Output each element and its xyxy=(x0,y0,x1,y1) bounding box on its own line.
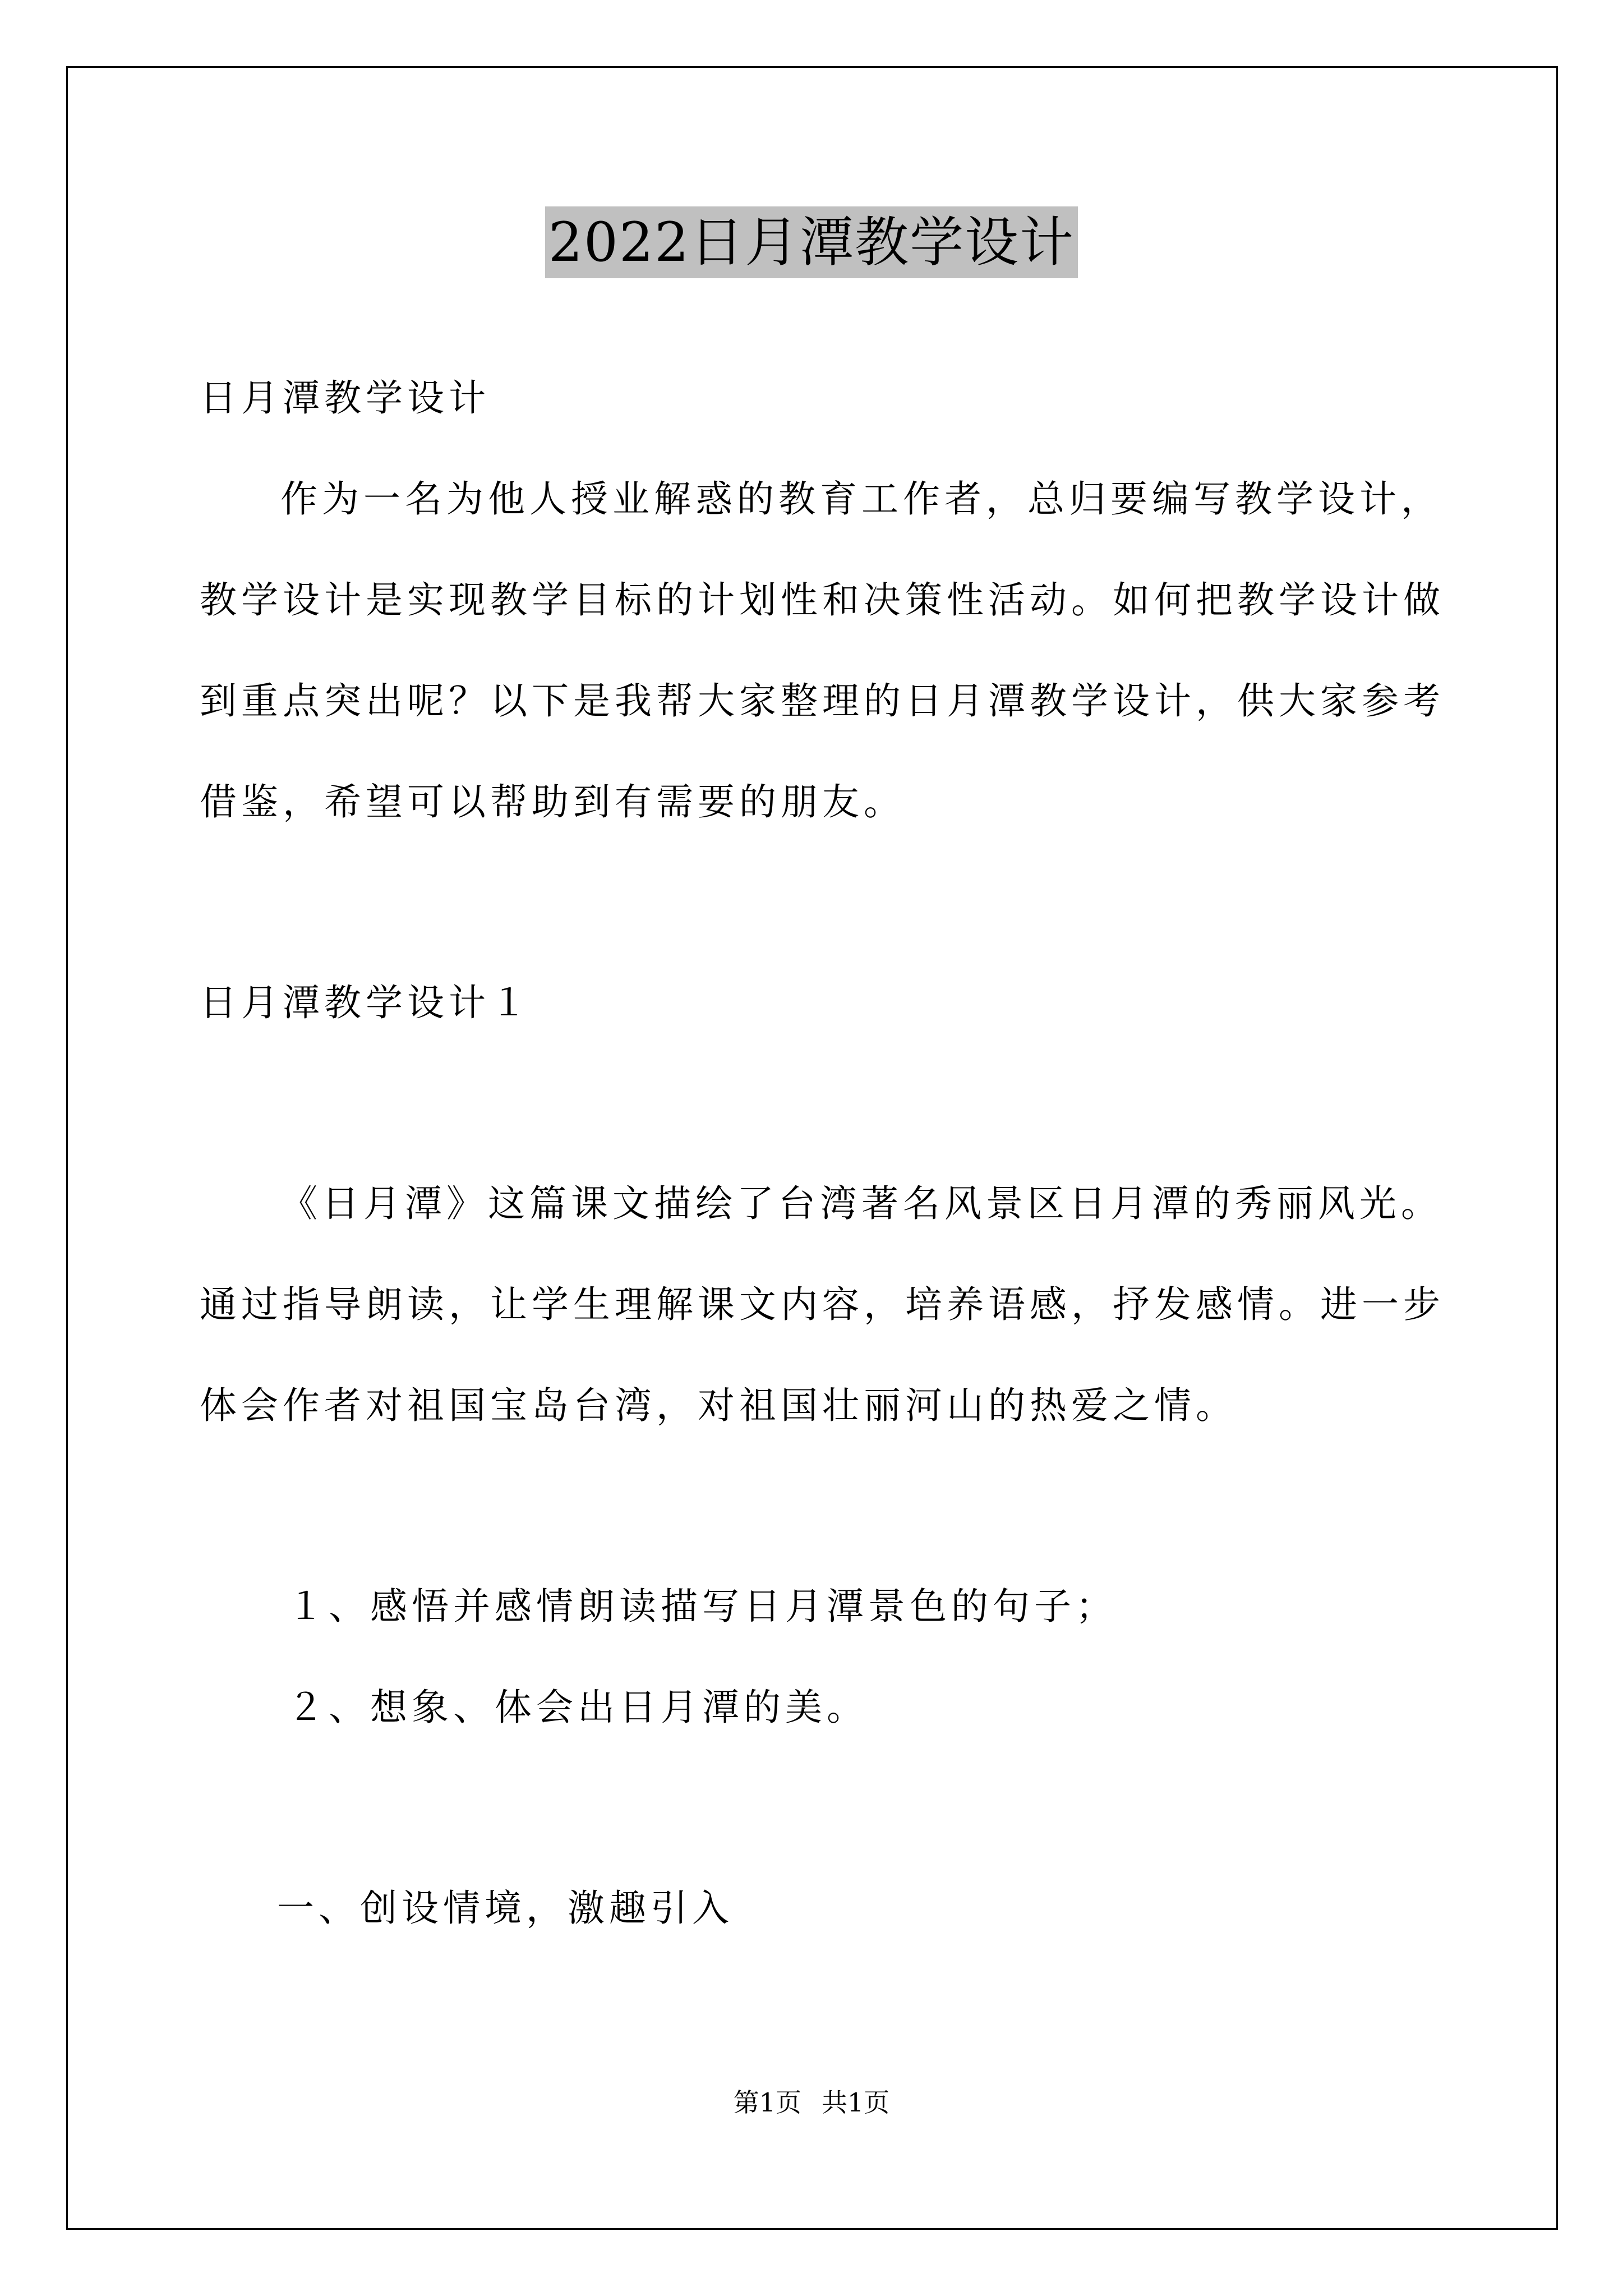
intro-line: 教学设计是实现教学目标的计划性和决策性活动。如何把教学设计做 xyxy=(200,578,1445,622)
title-wrap xyxy=(0,206,1623,278)
goal-item: ２、想象、体会出日月潭的美。 xyxy=(287,1686,868,1729)
document-heading: 日月潭教学设计 xyxy=(200,376,490,420)
section-line: 体会作者对祖国宝岛台湾，对祖国壮丽河山的热爱之情。 xyxy=(200,1384,1237,1427)
spacer xyxy=(200,1053,1433,1153)
section-heading: 日月潭教学设计１ xyxy=(200,981,532,1024)
intro-line: 借鉴，希望可以帮助到有需要的朋友。 xyxy=(200,780,905,823)
spacer xyxy=(200,1456,1433,1556)
section-line: 《日月潭》这篇课文描绘了台湾著名风景区日月潭的秀丽风光。 xyxy=(280,1182,1442,1225)
document-body xyxy=(200,348,1445,1959)
intro-line: 作为一名为他人授业解惑的教育工作者，总归要编写教学设计， xyxy=(280,477,1442,521)
document-title: 2022日月潭教学设计 xyxy=(545,206,1078,278)
spacer xyxy=(200,853,1433,953)
step-heading: 一、创设情境，激趣引入 xyxy=(277,1887,734,1930)
page-total: 共1页 xyxy=(822,2087,890,2118)
intro-line: 到重点突出呢？以下是我帮大家整理的日月潭教学设计，供大家参考 xyxy=(200,679,1445,723)
spacer xyxy=(200,1758,1433,1858)
section-line: 通过指导朗读，让学生理解课文内容，培养语感，抒发感情。进一步 xyxy=(200,1283,1445,1326)
goal-item: １、感悟并感情朗读描写日月潭景色的句子； xyxy=(287,1585,1117,1628)
page-number: 第1页 xyxy=(733,2087,801,2118)
page-footer xyxy=(0,2086,1623,2119)
